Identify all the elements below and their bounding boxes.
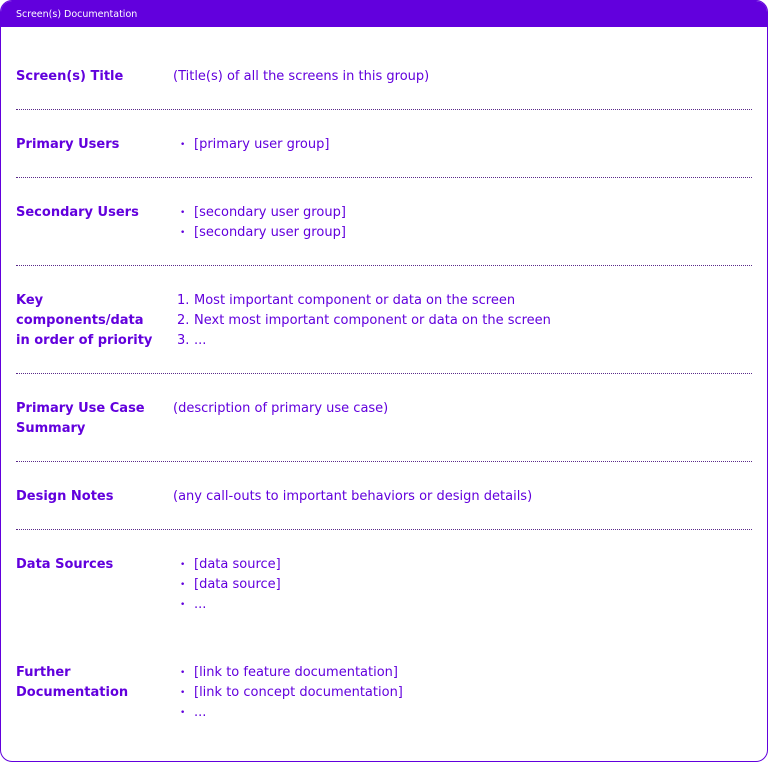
concept-doc-link: [link to concept documentation]	[194, 685, 403, 700]
row-label: Data Sources	[16, 557, 114, 572]
row-label: Screen(s) Title	[16, 69, 124, 84]
bullet-marker: •	[180, 580, 186, 590]
primary-users-list	[177, 135, 329, 155]
row-label-line: in order of priority	[16, 333, 153, 348]
use-case-value: (description of primary use case)	[173, 401, 389, 416]
number-marker: 2.	[177, 313, 190, 328]
bullet-marker: •	[180, 208, 186, 218]
list-item	[177, 595, 281, 615]
row-label	[16, 291, 172, 351]
row-label: Design Notes	[16, 489, 114, 504]
list-item	[177, 311, 551, 331]
row-label-line: Summary	[16, 421, 86, 436]
list-item-text: [secondary user group]	[194, 205, 346, 220]
bullet-marker: •	[180, 708, 186, 718]
secondary-users-list	[177, 203, 346, 243]
list-item	[177, 555, 281, 575]
list-item-text: ...	[194, 705, 207, 720]
row-label-line: Primary Use Case	[16, 401, 145, 416]
list-item-text: [data source]	[194, 557, 281, 572]
list-item	[177, 291, 551, 311]
data-sources-list	[177, 555, 281, 615]
card-header	[1, 1, 767, 27]
bullet-marker: •	[180, 688, 186, 698]
list-item	[177, 663, 403, 683]
list-item	[177, 223, 346, 243]
separator	[16, 461, 752, 462]
key-components-list	[177, 291, 551, 351]
list-item	[177, 331, 551, 351]
screen-title-value: (Title(s) of all the screens in this group)	[173, 69, 430, 84]
row-label: Secondary Users	[16, 205, 139, 220]
bullet-marker: •	[180, 600, 186, 610]
bullet-marker: •	[180, 560, 186, 570]
list-item	[177, 703, 403, 723]
number-marker: 1.	[177, 293, 190, 308]
design-notes-value: (any call-outs to important behaviors or design details)	[173, 489, 533, 504]
further-docs-list	[177, 663, 403, 723]
list-item	[177, 135, 329, 155]
list-item	[177, 683, 403, 703]
separator	[16, 265, 752, 266]
number-marker: 3.	[177, 333, 190, 348]
list-item-text: [primary user group]	[194, 137, 330, 152]
separator	[16, 177, 752, 178]
separator	[16, 529, 752, 530]
row-label	[16, 663, 172, 703]
row-label-line: Key components/data	[16, 293, 144, 328]
bullet-marker: •	[180, 228, 186, 238]
row-label-line: Documentation	[16, 685, 129, 700]
list-item-text: ...	[194, 333, 207, 348]
bullet-marker: •	[180, 668, 186, 678]
list-item-text: [secondary user group]	[194, 225, 346, 240]
separator	[16, 109, 752, 110]
header-title: Screen(s) Documentation	[16, 9, 138, 20]
row-label	[16, 399, 172, 439]
bullet-marker: •	[180, 140, 186, 150]
list-item	[177, 203, 346, 223]
row-label-line: Further	[16, 665, 71, 680]
list-item-text: [data source]	[194, 577, 281, 592]
separator	[16, 373, 752, 374]
feature-doc-link: [link to feature documentation]	[194, 665, 398, 680]
list-item-text: Most important component or data on the screen	[194, 293, 516, 308]
list-item-text: Next most important component or data on the screen	[194, 313, 551, 328]
list-item	[177, 575, 281, 595]
list-item-text: ...	[194, 597, 207, 612]
row-label: Primary Users	[16, 137, 120, 152]
